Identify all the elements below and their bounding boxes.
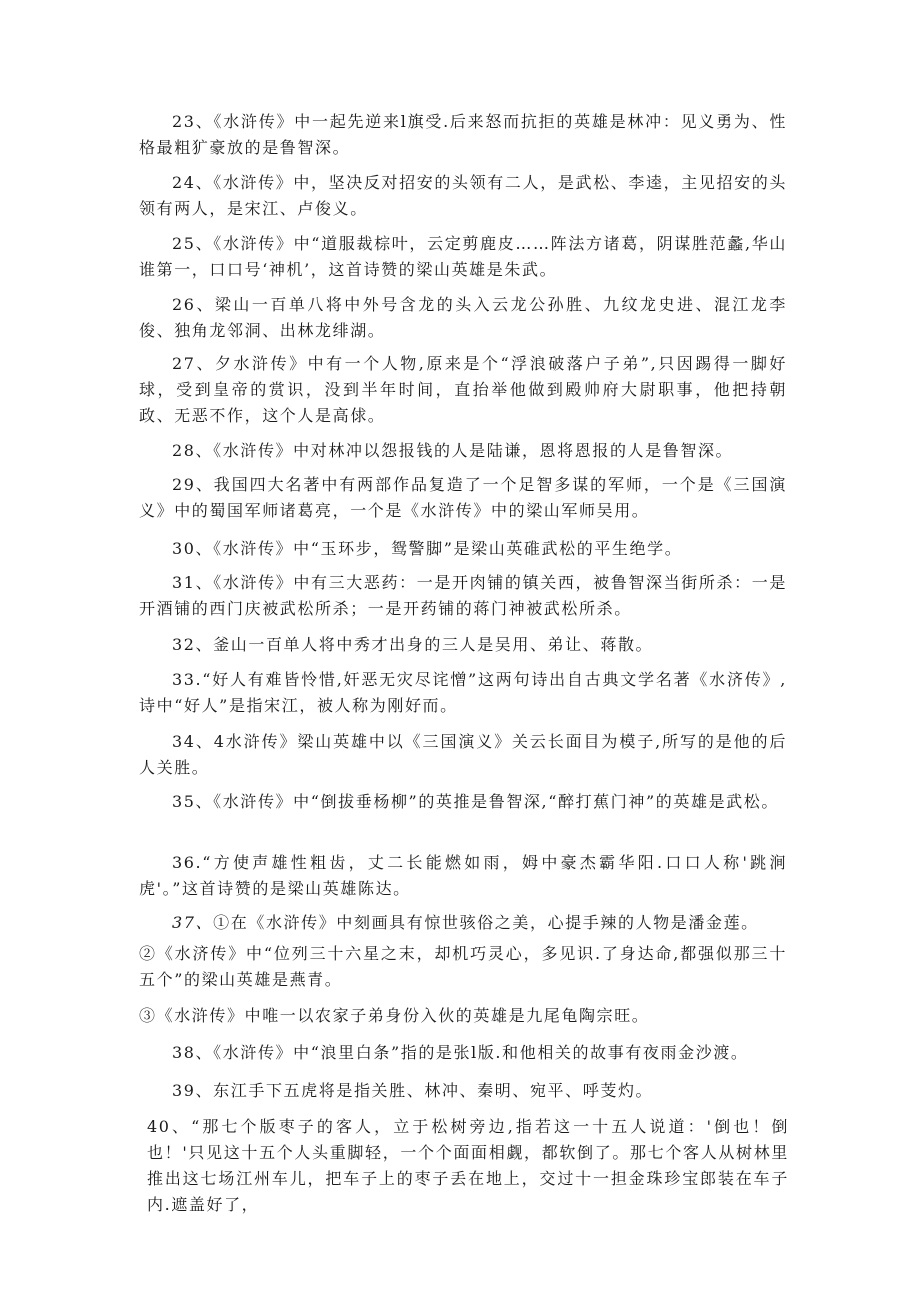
item-34: 34、4水浒传》梁山英雄中以《三国演义》关云长面目为模子,所写的是他的后人关胜。	[139, 732, 787, 777]
item-23: 23、《水浒传》中一起先逆来l旗受.后来怒而抗拒的英雄是林冲：见义勇为、性格最粗犷豪放的是鲁智深。	[139, 112, 787, 157]
item-26: 26、梁山一百单八将中外号含龙的头入云龙公孙胜、九纹龙史进、混江龙李俊、独角龙邻洞、出林龙绯湖。	[139, 295, 787, 340]
item-37-part-1-text: ①在《水浒传》中刻画具有惊世骇俗之美，心提手辣的人物是潘金莲。	[213, 913, 759, 932]
item-31: 31、《水浒传》中有三大恶药：一是开肉铺的镇关西，被鲁智深当街所杀：一是开酒铺的西门庆被武松所杀；一是开药铺的蒋门神被武松所杀。	[139, 573, 787, 618]
item-38: 38、《水浒传》中“浪里白条”指的是张l版.和他相关的故事有夜雨金沙渡。	[172, 1043, 749, 1062]
item-37-part-3: ③《水浒传》中唯一以农家子弟身份入伙的英雄是九尾龟陶宗旺。	[139, 1006, 650, 1025]
item-40: 40、“那七个版枣子的客人，立于松树旁边,指若这一十五人说道：'倒也！倒也！'只见这十五个人头重脚轻，一个个面面相觑，都软倒了。那七个客人从树林里推出这七场江州车儿，把车子上的枣子丢在地上，交过十一担金珠珍宝郎装在车子内.遮盖好了，	[147, 1117, 789, 1214]
item-32: 32、釜山一百单人将中秀才出身的三人是吴用、弟让、蒋散。	[172, 635, 654, 654]
item-28: 28、《水浒传》中对林冲以怨报钱的人是陆谦，恩将恩报的人是鲁智深。	[172, 441, 734, 460]
item-36: 36.“方使声雄性粗齿，丈二长能燃如雨，姆中豪杰霸华阳.口口人称'跳涧虎'。”这首诗赞的是梁山英雄陈达。	[139, 853, 787, 898]
item-29: 29、我国四大名著中有两部作品复造了一个足智多谋的军师，一个是《三国演义》中的蜀国军师诸葛亮，一个是《水浒传》中的梁山军师吴用。	[139, 475, 787, 520]
item-27: 27、夕水浒传》中有一个人物,原来是个“浮浪破落户子弟”,只因踢得一脚好球，受到皇帝的赏识，没到半年时间，直抬举他做到殿帅府大尉职事，他把持朝政、无恶不作，这个人是高俅。	[139, 354, 787, 425]
item-24: 24、《水浒传》中，坚决反对招安的头领有二人，是武松、李逵，主见招安的头领有两人，是宋江、卢俊义。	[139, 173, 787, 218]
item-39: 39、东江手下五虎将是指关胜、林冲、秦明、宛平、呼芰灼。	[172, 1081, 654, 1100]
item-30: 30、《水浒传》中“玉环步，鸳警脚”是梁山英碓武松的平生绝学。	[172, 539, 683, 558]
item-37-number: 37、	[172, 913, 214, 932]
item-37-part-1	[139, 910, 787, 936]
item-37-part-2: ②《水济传》中“位列三十六星之末，却机巧灵心，多见识.了身达命,都强似那三十五个”的梁山英雄是燕青。	[139, 944, 787, 989]
item-35: 35、《水浒传》中“倒拔垂杨柳”的英推是鲁智深,“醉打蕉门神”的英雄是武松。	[172, 792, 779, 811]
item-25: 25、《水浒传》中“道服裁棕叶，云定剪鹿皮……阵法方诸葛，阴谋胜范蠡,华山谁第一，口口号‘神机’，这首诗赞的梁山英雄是朱武。	[139, 234, 787, 279]
item-33: 33.“好人有难皆怜惜,奸恶无灾尽诧憎”这两句诗出自古典文学名著《水济传》,诗中“好人”是指宋江，被人称为刚好而。	[139, 670, 787, 715]
